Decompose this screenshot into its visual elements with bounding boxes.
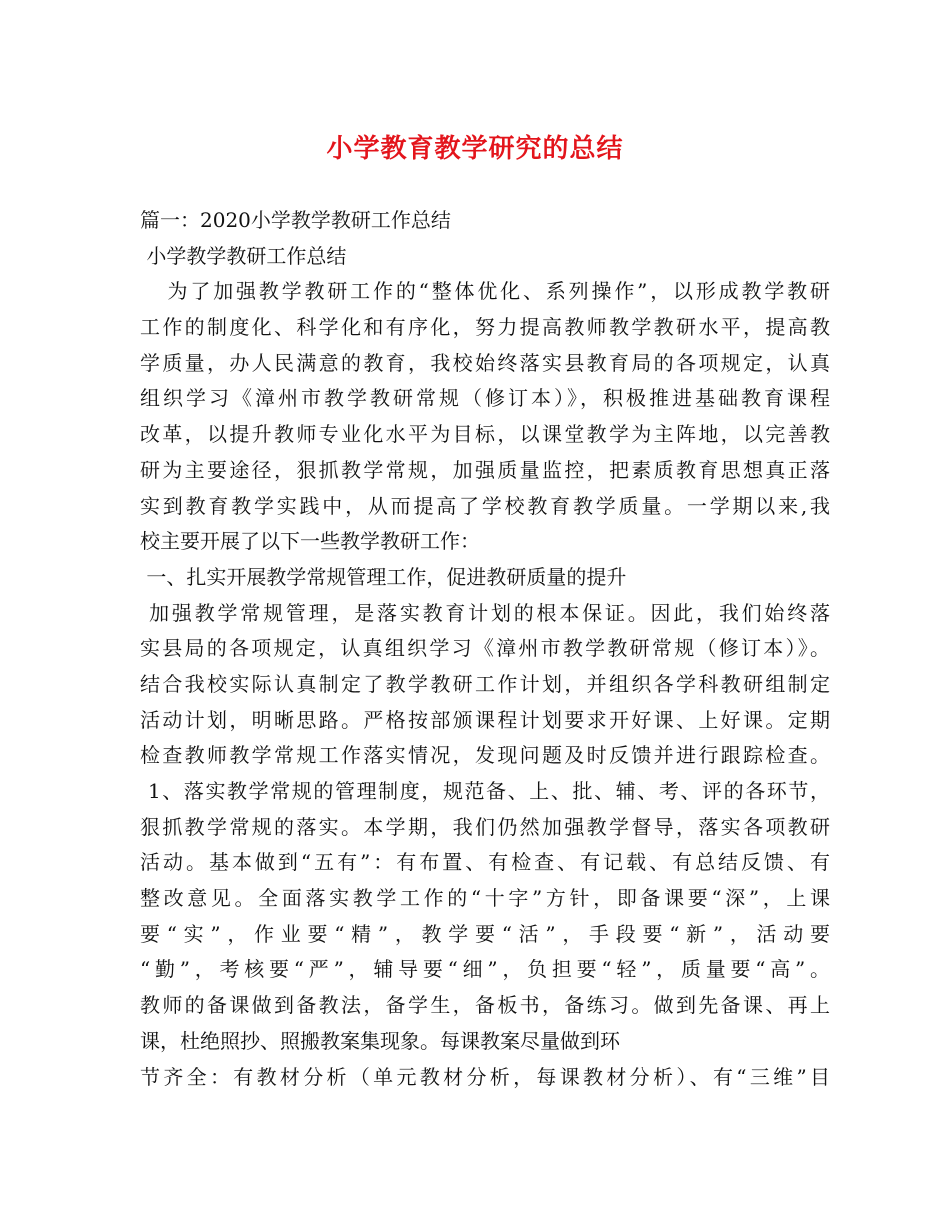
paragraph-line: 结合我校实际认真制定了教学教研工作计划，并组织各学科教研组制定: [140, 671, 830, 696]
paragraph-line: 检查教师教学常规工作落实情况，发现问题及时反馈并进行跟踪检查。: [140, 743, 830, 768]
paragraph-line: 篇一：2020小学教学教研工作总结: [140, 208, 451, 232]
paragraph-line: 整改意见。全面落实教学工作的“十字”方针，即备课要“深”，上课: [140, 886, 830, 911]
paragraph-line: 研为主要途径，狠抓教学常规，加强质量监控，把素质教育思想真正落: [140, 457, 830, 482]
paragraph-line: 工作的制度化、科学化和有序化，努力提高教师教学教研水平，提高教: [140, 315, 830, 340]
paragraph-line: 实县局的各项规定，认真组织学习《漳州市教学教研常规（修订本）》。: [140, 636, 830, 661]
paragraph-line: 狠抓教学常规的落实。本学期，我们仍然加强教学督导，落实各项教研: [140, 814, 830, 839]
paragraph-line: 校主要开展了以下一些教学教研工作：: [140, 529, 480, 554]
paragraph-line: 活动。基本做到“五有”：有布置、有检查、有记载、有总结反馈、有: [140, 850, 830, 875]
paragraph-line: 要“实”，作业要“精”，教学要“活”，手段要“新”，活动要: [140, 921, 830, 946]
paragraph-line: 一、扎实开展教学常规管理工作，促进教研质量的提升: [140, 564, 627, 589]
document-title: 小学教育教学研究的总结: [326, 134, 624, 164]
paragraph-line: 教师的备课做到备教法，备学生，备板书，备练习。做到先备课、再上: [140, 993, 830, 1018]
paragraph-line: 节齐全：有教材分析（单元教材分析，每课教材分析）、有“三维”目: [140, 1064, 830, 1089]
paragraph-line: 实到教育教学实践中，从而提高了学校教育教学质量。一学期以来,我: [140, 493, 830, 518]
paragraph-line: 课，杜绝照抄、照搬教案集现象。每课教案尽量做到环: [140, 1028, 620, 1053]
paragraph-line: 学质量，办人民满意的教育，我校始终落实县教育局的各项规定，认真: [140, 350, 830, 375]
paragraph-line: 改革，以提升教师专业化水平为目标，以课堂教学为主阵地，以完善教: [140, 422, 830, 447]
paragraph-line: 1、落实教学常规的管理制度，规范备、上、批、辅、考、评的各环节，: [140, 779, 830, 803]
paragraph-line: 加强教学常规管理，是落实教育计划的根本保证。因此，我们始终落: [140, 600, 830, 625]
document-body: [140, 203, 830, 1095]
paragraph-line: 小学教学教研工作总结: [140, 243, 347, 268]
paragraph-line: 组织学习《漳州市教学教研常规（修订本）》，积极推进基础教育课程: [140, 386, 830, 411]
paragraph-line: “勤”，考核要“严”，辅导要“细”，负担要“轻”，质量要“高”。: [140, 957, 830, 982]
paragraph-line: 为了加强教学教研工作的“整体优化、系列操作”，以形成教学教研: [140, 279, 830, 304]
paragraph-line: 活动计划，明晰思路。严格按部颁课程计划要求开好课、上好课。定期: [140, 707, 830, 732]
